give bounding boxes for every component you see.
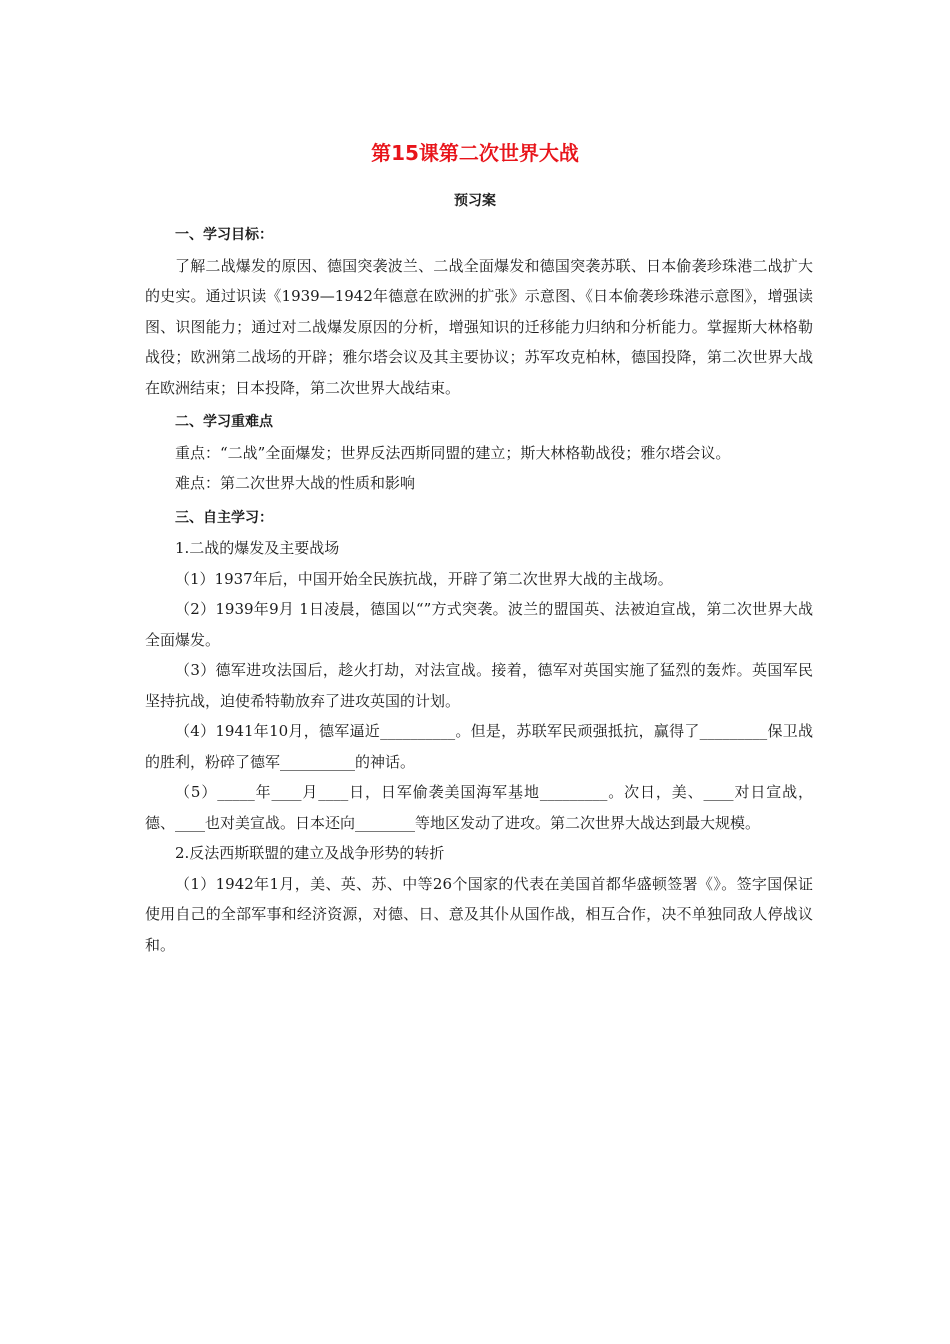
paragraph-1: （1）1937年后，中国开始全民族抗战，开辟了第二次世界大战的主战场。 (175, 569, 673, 588)
paragraph-6: （1）1942年1月，美、英、苏、中等26个国家的代表在美国首都华盛顿签署《》。签字国保证使用自己的全部军事和经济资源，对德、日、意及其仆从国作战，相互合作，决不单独同敌人停战议和。 (145, 874, 813, 954)
difficult-point-text: 难点：第二次世界大战的性质和影响 (175, 474, 416, 492)
paragraph-3: （3）德军进攻法国后，趁火打劫，对法宣战。接着，德军对英国实施了猛烈的轰炸。英国军民坚持抗战，迫使希特勒放弃了进攻英国的计划。 (145, 661, 813, 710)
heading-key-points: 二、学习重难点 (175, 414, 273, 430)
key-point-text: 重点：“二战”全面爆发；世界反法西斯同盟的建立；斯大林格勒战役；雅尔塔会议。 (175, 443, 731, 462)
part1-title: 1.二战的爆发及主要战场 (175, 539, 340, 557)
paragraph-2: （2）1939年9月 1日凌晨，德国以“”方式突袭。波兰的盟国英、法被迫宣战，第二次世界大战全面爆发。 (145, 600, 813, 649)
learning-goals-text: 了解二战爆发的原因、德国突袭波兰、二战全面爆发和德国突袭苏联、日本偷袭珍珠港二战扩大的史实。通过识读《1939—1942年德意在欧洲的扩张》示意图、《日本偷袭珍珠港示意图》，增强读图、识图能力；通过对二战爆发原因的分析，增强知识的迁移能力归纳和分析能力。掌握斯大林格勒战役；欧洲第二战场的开辟；雅尔塔会议及其主要协议；苏军攻克柏林，德国投降，第二次世界大战在欧洲结束；日本投降，第二次世界大战结束。 (145, 256, 813, 397)
paragraph-5: （5）_____年____月____日，日军偷袭美国海军基地_________。次日，美、____对日宣战，德、____也对美宣战。日本还向________等地区发动了进攻。第二次世界大战达到最大规模。 (145, 783, 813, 832)
heading-learning-goals: 一、学习目标： (175, 227, 273, 243)
document-body (145, 220, 813, 960)
lesson-title: 第15课第二次世界大战 (371, 141, 579, 165)
subtitle: 预习案 (454, 193, 496, 209)
paragraph-4: （4）1941年10月，德军逼近__________。但是，苏联军民顽强抵抗，赢得了_________保卫战的胜利，粉碎了德军__________的神话。 (145, 722, 813, 771)
part2-title: 2.反法西斯联盟的建立及战争形势的转折 (175, 844, 445, 862)
heading-self-study: 三、自主学习： (175, 509, 273, 526)
